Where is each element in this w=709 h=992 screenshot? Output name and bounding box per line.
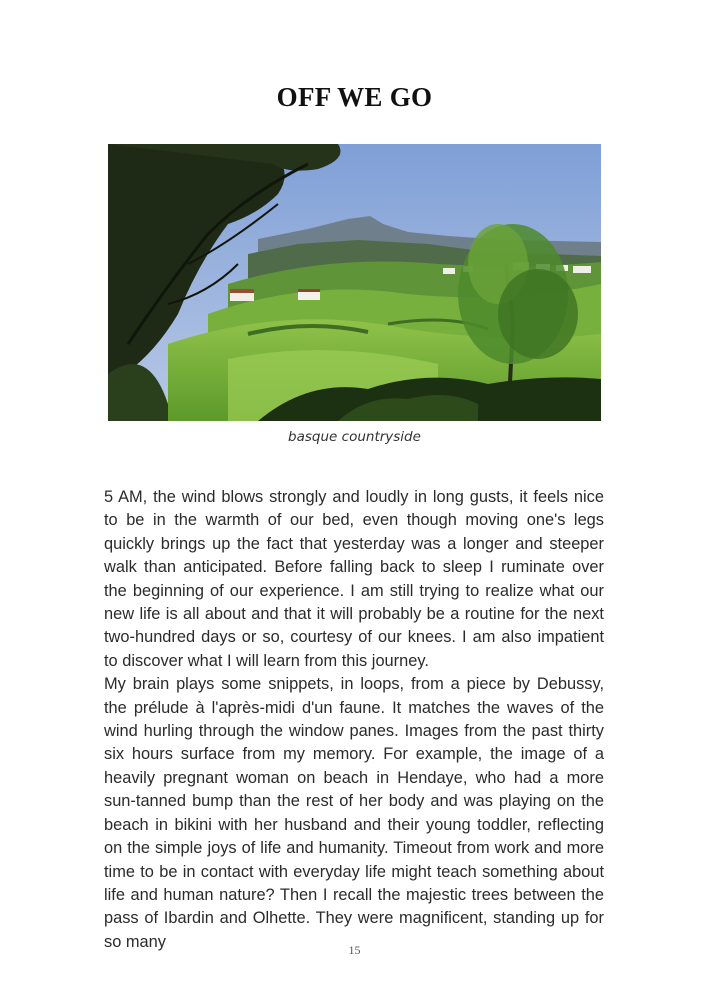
paragraph: 5 AM, the wind blows strongly and loudly in long gusts, it feels nice to be in the warmth of our bed, even though moving one's legs quickly brings up the fact that yesterday was a longer and steeper walk than anticipated. Before falling back to sleep I ruminate over the beginning of our experience. I am still trying to realize what our new life is all about and that it will probably be a routine for the next two-hundred days or so, courtesy of our knees. I am also impatient to discover what I will learn from this journey.: [104, 488, 604, 670]
paragraph: My brain plays some snippets, in loops, from a piece by Debussy, the prélude à l'après-midi d'un faune. It matches the waves of the wind hurling through the window panes. Images from the past thirty six hours surface from my memory. For example, the image of a heavily pregnant woman on beach in Hendaye, who had a more sun-tanned bump than the rest of her body and was playing on the beach in bikini with her husband and their young toddler, reflecting on the simple joys of life and humanity. Timeout from work and more time to be in contact with everyday life might teach something about life and human nature? Then I recall the majestic trees between the pass of Ibardin and Olhette. They were magnificent, standing up for so many: [104, 675, 604, 951]
landscape-photo: [108, 144, 601, 421]
page-number: 15: [348, 943, 361, 957]
chapter-title: OFF WE GO: [276, 82, 433, 112]
body-text: [104, 486, 604, 954]
photo-caption: basque countryside: [288, 429, 421, 445]
